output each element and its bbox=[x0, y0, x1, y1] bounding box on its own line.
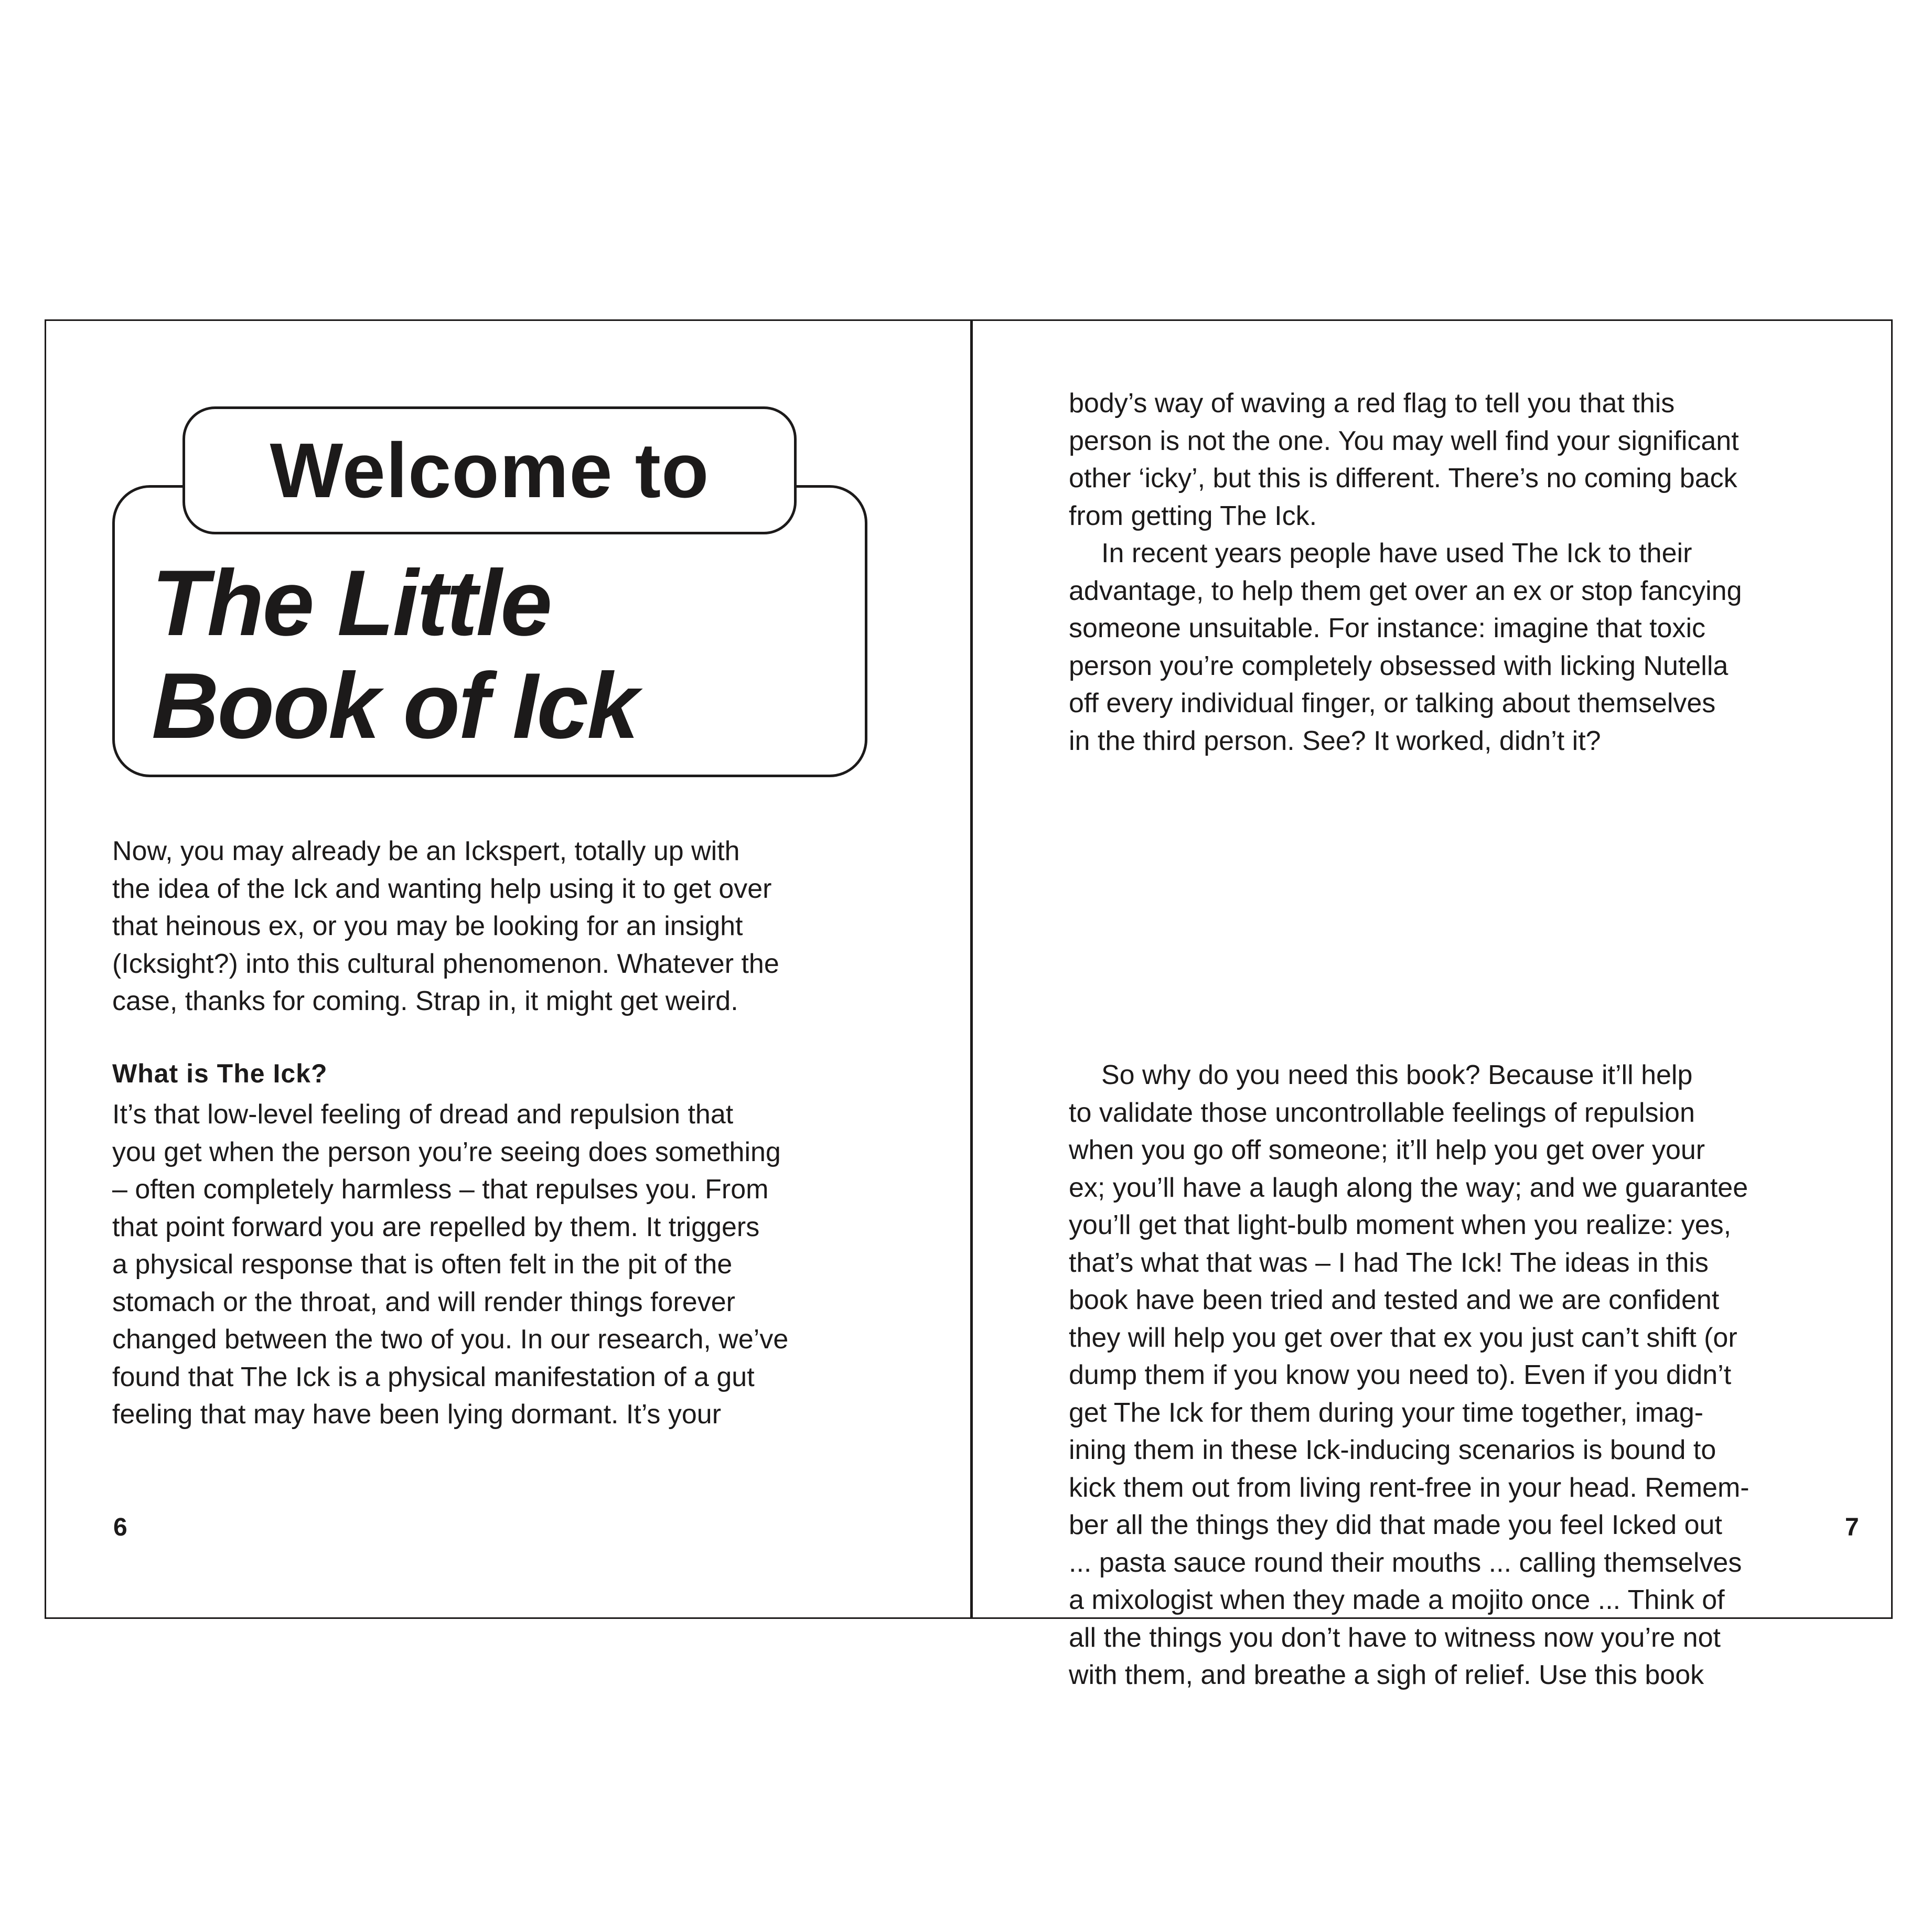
text-line: ining them in these Ick-inducing scenarios is bound to bbox=[1069, 1435, 1716, 1465]
text-line: feeling that may have been lying dormant. It’s your bbox=[112, 1399, 722, 1430]
text-line: In recent years people have used The Ick to their bbox=[1101, 538, 1692, 568]
text-line: person is not the one. You may well find your significant bbox=[1069, 425, 1739, 456]
section-subheading: What is The Ick? bbox=[112, 1059, 328, 1088]
text-line: ber all the things they did that made you feel Icked out bbox=[1069, 1510, 1722, 1540]
continuation-paragraph bbox=[1069, 385, 1829, 535]
text-line: all the things you don’t have to witness now you’re not bbox=[1069, 1622, 1721, 1653]
text-line: from getting The Ick. bbox=[1069, 500, 1317, 531]
welcome-heading: Welcome to bbox=[270, 427, 710, 514]
text-line: they will help you get over that ex you just can’t shift (or bbox=[1069, 1322, 1737, 1353]
text-line: (Icksight?) into this cultural phenomenon. Whatever the bbox=[112, 948, 779, 979]
book-spread bbox=[45, 319, 1893, 1690]
text-line: kick them out from living rent-free in your head. Remem- bbox=[1069, 1472, 1749, 1503]
text-line: in the third person. See? It worked, didn’t it? bbox=[1069, 725, 1601, 756]
why-this-book-text bbox=[1069, 1057, 1829, 1694]
text-line: that heinous ex, or you may be looking for an insight bbox=[112, 911, 743, 941]
text-line: off every individual finger, or talking about themselves bbox=[1069, 688, 1716, 718]
what-is-ick-paragraph bbox=[112, 1096, 899, 1434]
text-line: you’ll get that light-bulb moment when you realize: yes, bbox=[1069, 1210, 1732, 1240]
book-title bbox=[152, 552, 637, 757]
book-title-line-1: The Little bbox=[152, 551, 551, 655]
text-line: when you go off someone; it’ll help you get over your bbox=[1069, 1135, 1705, 1165]
book-title-line-2: Book of Ick bbox=[152, 653, 638, 758]
text-line: So why do you need this book? Because it’ll help bbox=[1101, 1060, 1693, 1090]
text-line: that’s what that was – I had The Ick! The ideas in this bbox=[1069, 1247, 1709, 1278]
text-line: advantage, to help them get over an ex or stop fancying bbox=[1069, 575, 1742, 606]
text-line: body’s way of waving a red flag to tell you that this bbox=[1069, 388, 1675, 418]
text-line: stomach or the throat, and will render things forever bbox=[112, 1286, 735, 1317]
text-line: found that The Ick is a physical manifestation of a gut bbox=[112, 1361, 755, 1392]
text-line: ... pasta sauce round their mouths ... calling themselves bbox=[1069, 1547, 1742, 1578]
title-badge-top bbox=[183, 406, 797, 534]
text-line: a physical response that is often felt in the pit of the bbox=[112, 1249, 733, 1280]
text-line: that point forward you are repelled by them. It triggers bbox=[112, 1211, 760, 1242]
text-line: case, thanks for coming. Strap in, it might get weird. bbox=[112, 986, 738, 1016]
text-line: you get when the person you’re seeing does something bbox=[112, 1136, 781, 1167]
page-number-right: 7 bbox=[1845, 1514, 1859, 1541]
text-line: get The Ick for them during your time together, imag- bbox=[1069, 1397, 1704, 1428]
text-line: the idea of the Ick and wanting help using it to get over bbox=[112, 873, 772, 904]
text-line: book have been tried and tested and we are confident bbox=[1069, 1285, 1720, 1315]
intro-paragraph bbox=[112, 833, 899, 1021]
text-line: to validate those uncontrollable feelings of repulsion bbox=[1069, 1097, 1695, 1128]
recent-years-paragraph bbox=[1069, 535, 1829, 760]
left-page bbox=[46, 321, 969, 1617]
text-line: someone unsuitable. For instance: imagine that toxic bbox=[1069, 613, 1706, 643]
why-this-book-paragraph bbox=[1069, 1057, 1829, 1694]
text-line: other ‘icky’, but this is different. There’s no coming back bbox=[1069, 463, 1737, 493]
right-page-upper-paragraphs bbox=[1069, 385, 1829, 760]
text-line: ex; you’ll have a laugh along the way; and we guarantee bbox=[1069, 1172, 1748, 1203]
ick-body-text bbox=[112, 1096, 899, 1434]
right-page bbox=[972, 321, 1895, 1690]
text-line: person you’re completely obsessed with licking Nutella bbox=[1069, 650, 1729, 681]
text-line: – often completely harmless – that repulses you. From bbox=[112, 1174, 769, 1205]
text-line: with them, and breathe a sigh of relief. Use this book bbox=[1069, 1660, 1704, 1690]
text-line: a mixologist when they made a mojito once ... Think of bbox=[1069, 1585, 1725, 1615]
text-line: dump them if you know you need to). Even if you didn’t bbox=[1069, 1360, 1732, 1390]
page-number-left: 6 bbox=[113, 1514, 127, 1541]
text-line: Now, you may already be an Ickspert, totally up with bbox=[112, 836, 740, 866]
text-line: changed between the two of you. In our research, we’ve bbox=[112, 1324, 789, 1355]
text-line: It’s that low-level feeling of dread and repulsion that bbox=[112, 1099, 734, 1130]
intro-text bbox=[112, 833, 899, 1021]
